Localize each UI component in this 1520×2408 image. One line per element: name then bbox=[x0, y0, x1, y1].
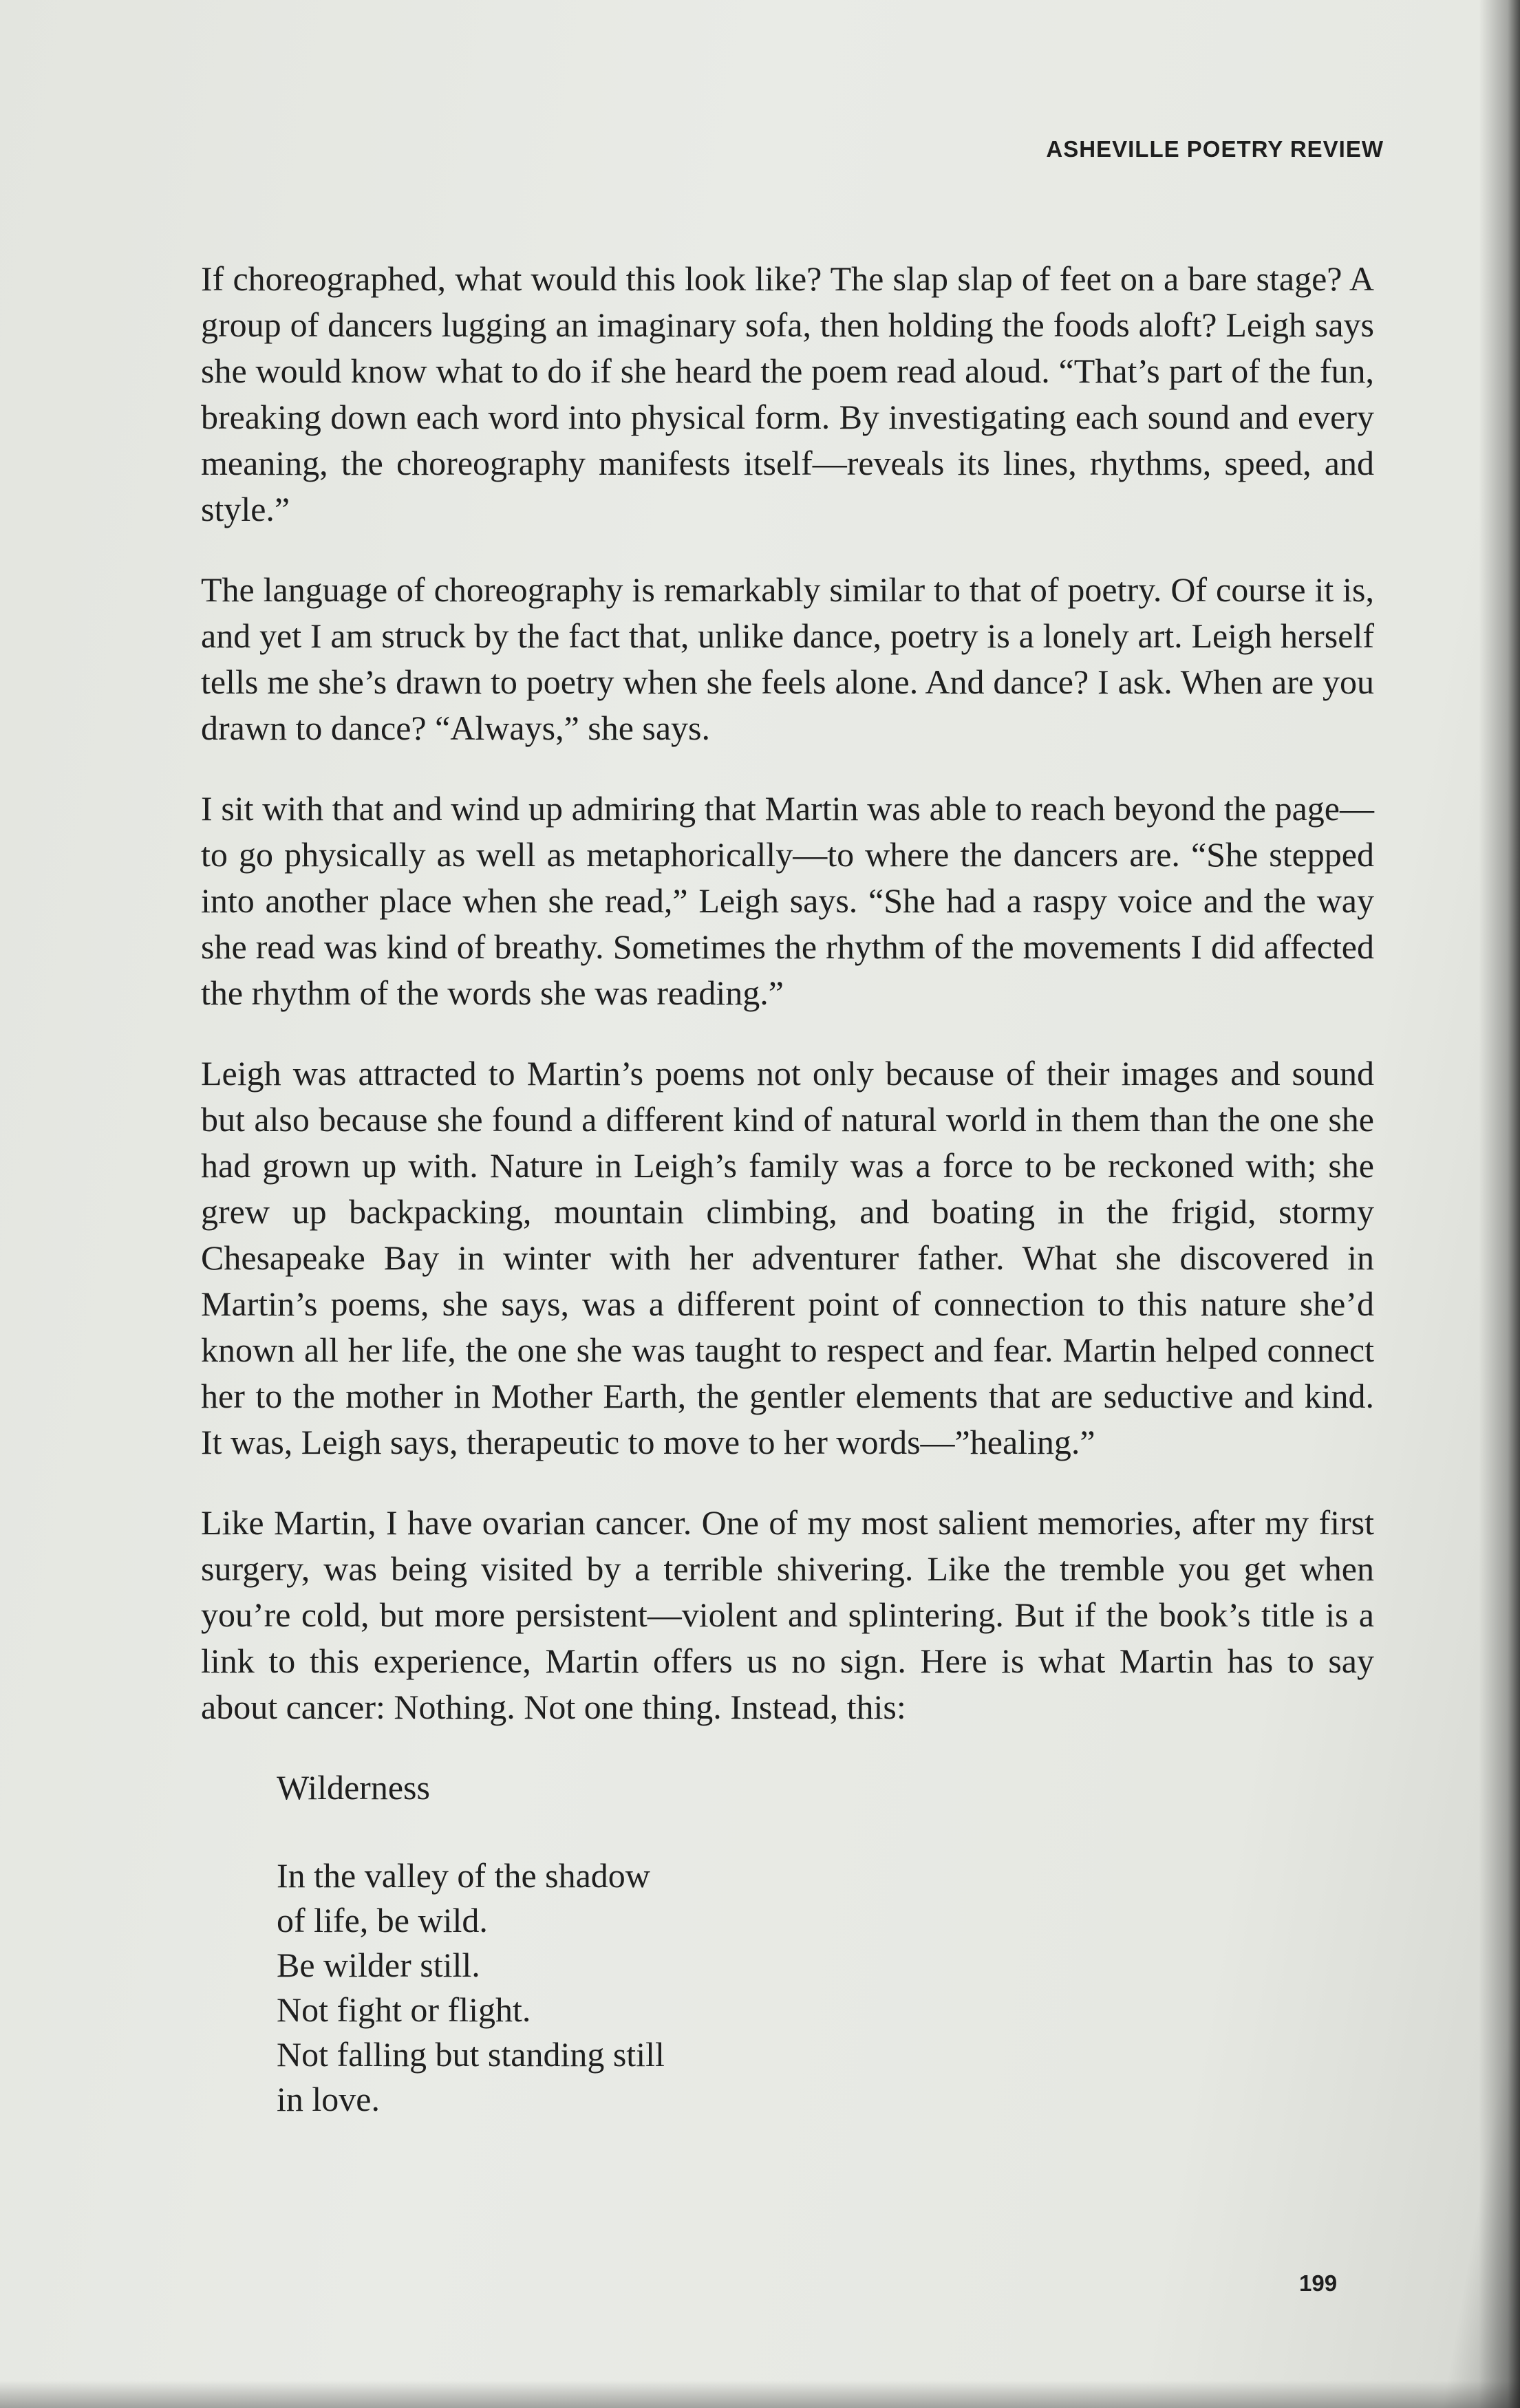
page-number: 199 bbox=[1299, 2270, 1338, 2296]
poem bbox=[277, 1765, 1374, 2122]
poem-line: Be wilder still. bbox=[277, 1946, 480, 1984]
poem-line: in love. bbox=[277, 2080, 380, 2118]
poem-line: of life, be wild. bbox=[277, 1901, 488, 1939]
poem-line: In the valley of the shadow bbox=[277, 1856, 650, 1895]
paragraph: The language of choreography is remarkably similar to that of poetry. Of course it is, and yet I am struck by the fact that, unlike dance, poetry is a lonely art. Leigh herself tells me she’s drawn to poetry when she feels alone. And dance? I ask. When are you drawn to dance? “Always,” she says. bbox=[201, 570, 1374, 747]
paragraph: If choreographed, what would this look like? The slap slap of feet on a bare stage? A group of dancers lugging an imaginary sofa, then holding the foods aloft? Leigh says she would know what to do if she heard the poem read aloud. “That’s part of the fun, breaking down each word into physical form. By investigating each sound and every meaning, the choreography manifests itself—reveals its lines, rhythms, speed, and style.” bbox=[201, 259, 1374, 528]
paragraph: I sit with that and wind up admiring that Martin was able to reach beyond the page—to go physically as well as metaphorically—to where the dancers are. “She stepped into another place when she read,” Leigh says. “She had a raspy voice and the way she read was kind of breathy. Sometimes the rhythm of the movements I did affected the rhythm of the words she was reading.” bbox=[201, 789, 1374, 1012]
page-edge-shadow bbox=[1479, 0, 1520, 2408]
paragraph: Like Martin, I have ovarian cancer. One of my most salient memories, after my first surgery, was being visited by a terrible shivering. Like the tremble you get when you’re cold, but more persistent—violent and splintering. But if the book’s title is a link to this experience, Martin offers us no sign. Here is what Martin has to say about cancer: Nothing. Not one thing. Instead, this: bbox=[201, 1503, 1374, 1726]
poem-line: Not falling but standing still bbox=[277, 2035, 665, 2074]
poem-line: Not fight or flight. bbox=[277, 1990, 531, 2029]
page-bottom-shadow bbox=[0, 2380, 1520, 2408]
running-head: ASHEVILLE POETRY REVIEW bbox=[1046, 136, 1384, 162]
poem-title: Wilderness bbox=[277, 1768, 430, 1807]
body-text bbox=[201, 256, 1374, 2122]
paragraph: Leigh was attracted to Martin’s poems not only because of their images and sound but also because she found a different kind of natural world in them than the one she had grown up with. Nature in Leigh’s family was a force to be reckoned with; she grew up backpacking, mountain climbing, and boating in the frigid, stormy Chesapeake Bay in winter with her adventurer father. What she discovered in Martin’s poems, she says, was a different point of connection to this nature she’d known all her life, the one she was taught to respect and fear. Martin helped connect her to the mother in Mother Earth, the gentler elements that are seductive and kind. It was, Leigh says, therapeutic to move to her words—”healing.” bbox=[201, 1054, 1374, 1461]
